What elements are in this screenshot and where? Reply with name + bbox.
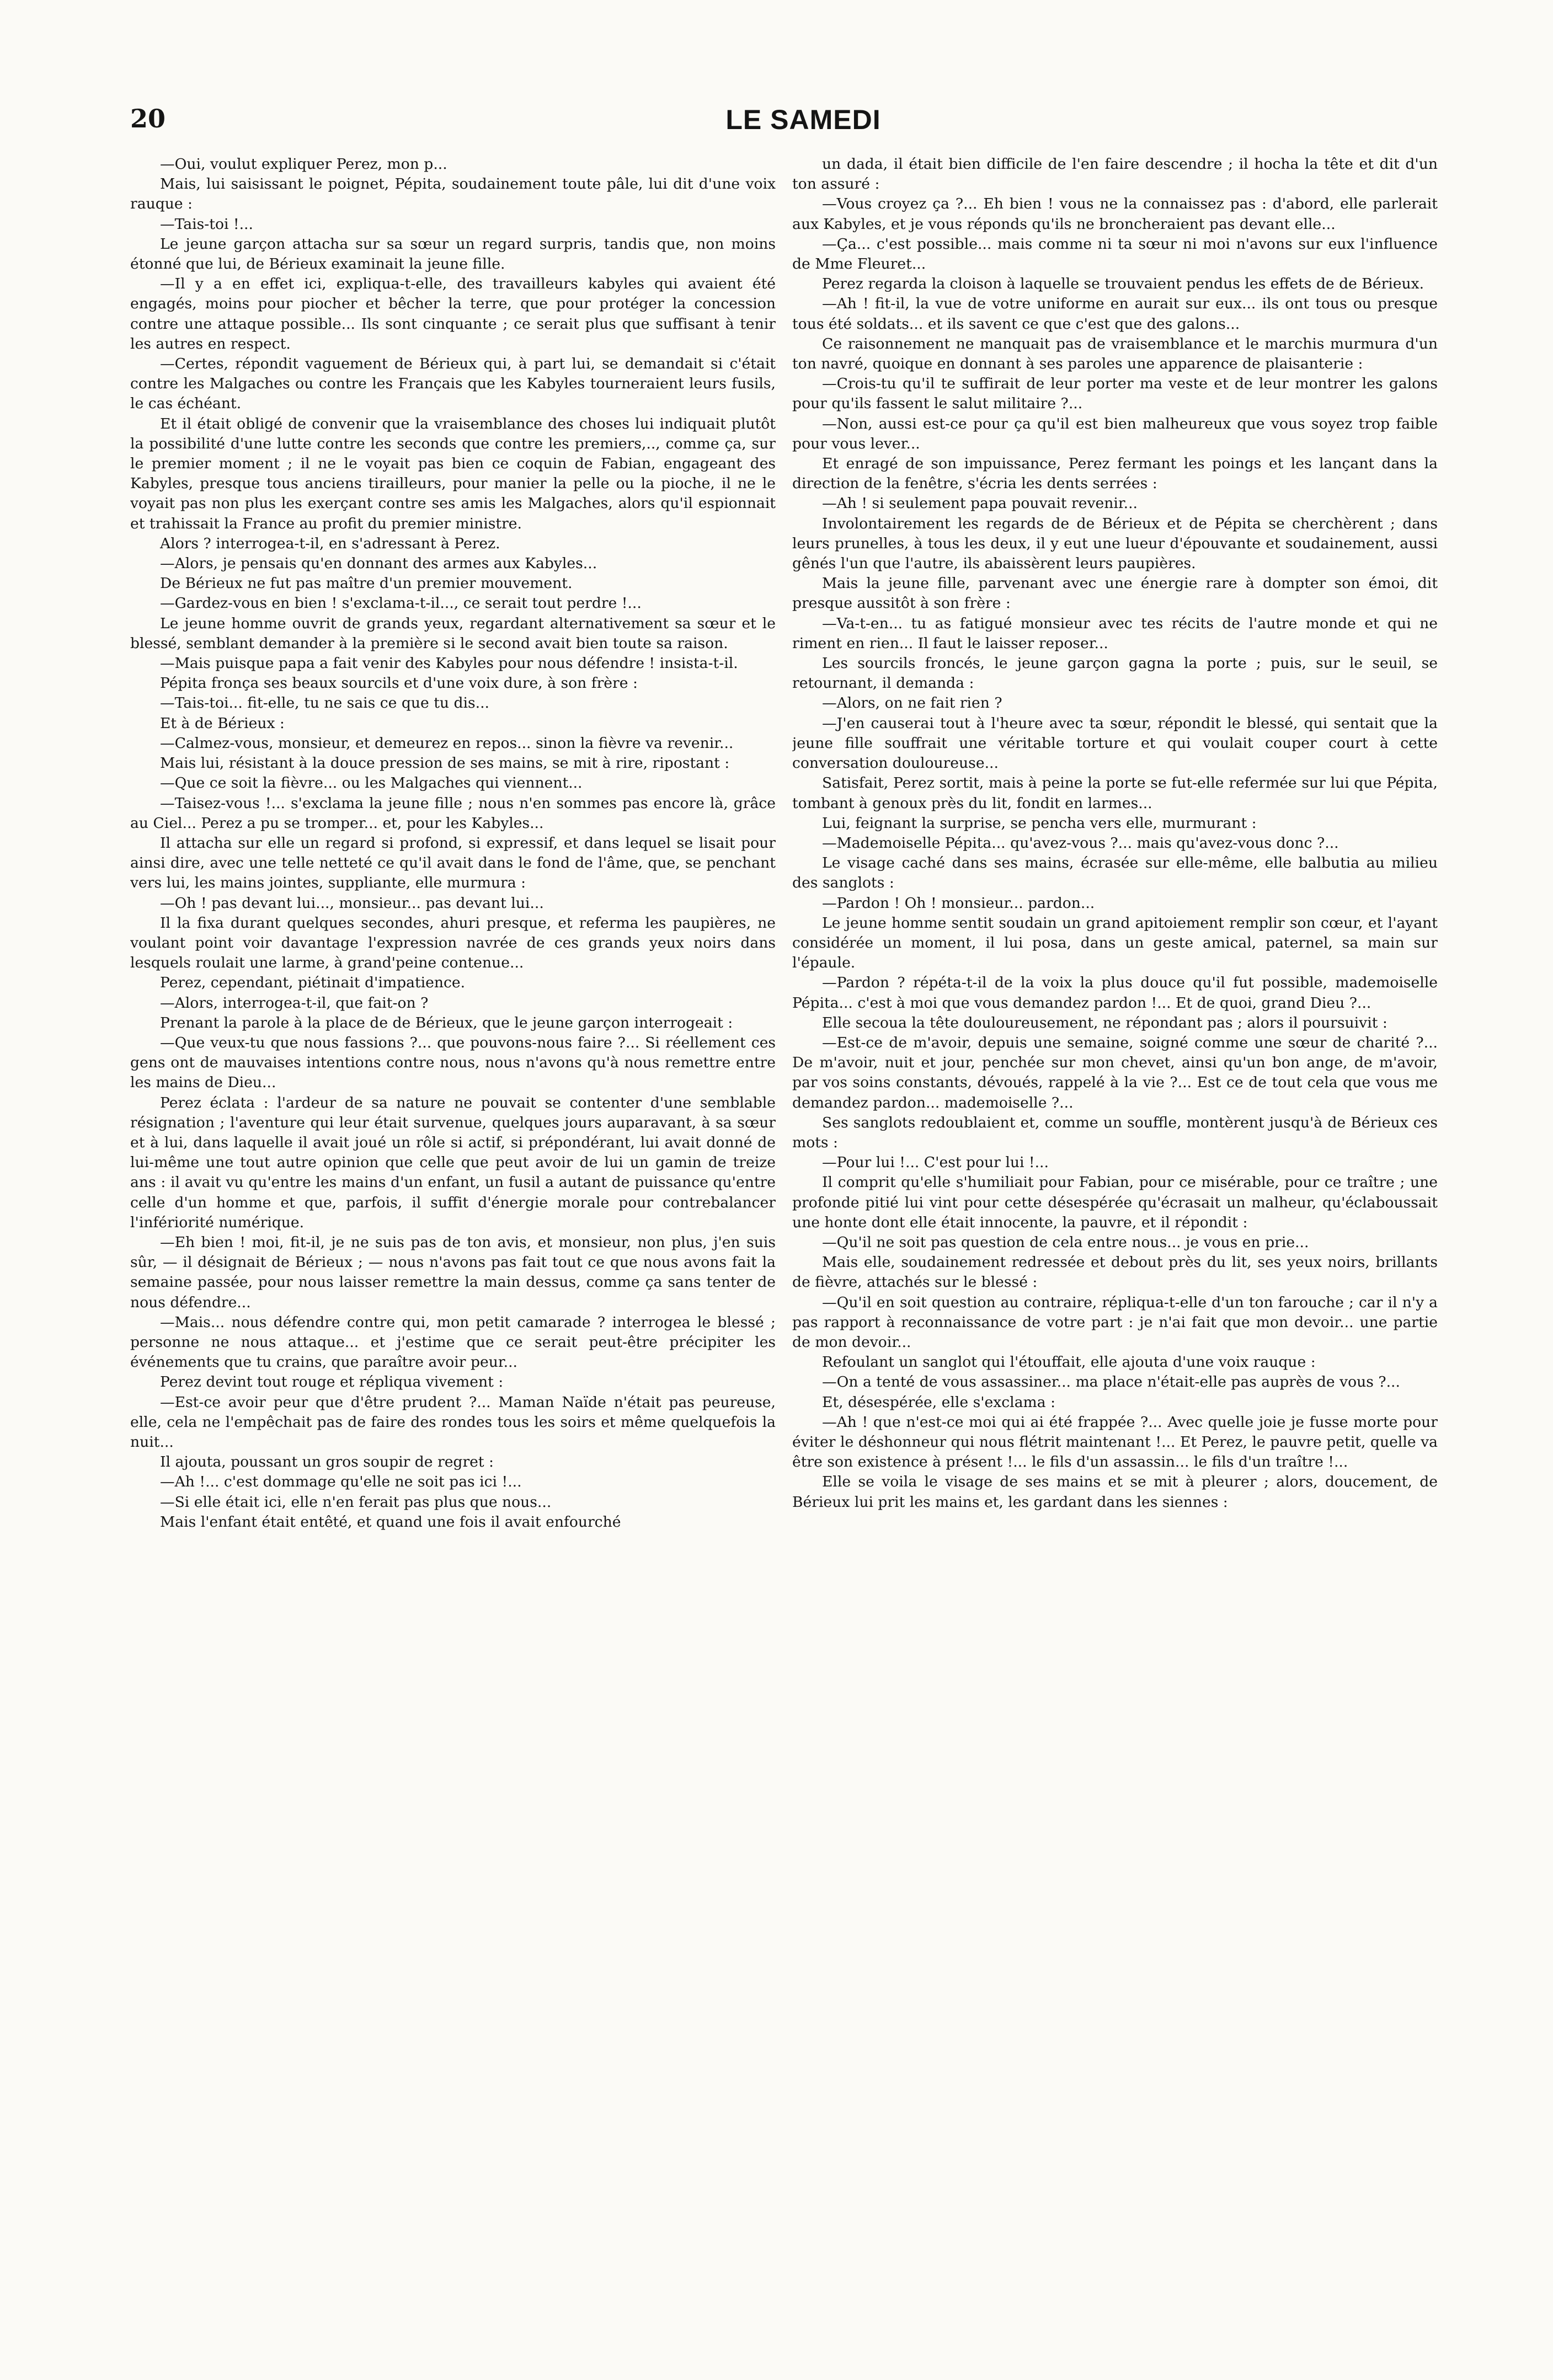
paragraph: Et à de Bérieux : — [160, 714, 285, 732]
paragraph: Elle secoua la tête douloureusement, ne répondant pas ; alors il poursuivit : — [822, 1014, 1387, 1031]
paragraph: Perez éclata : l'ardeur de sa nature ne pouvait se contenter d'une semblable résignation ; l'aventure qui leur était survenue, quelques jours auparavant, à sa sœur et à lui, dans laquelle il avait joué un rôle si actif, si prépondérant, lui avait donné de lui-même une tout autre opinion que celle que peut avoir de lui un gamin de treize ans : il avait vu qu'entre les mains d'un enfant, un fusil a autant de puissance qu'entre celle d'un homme et que, parfois, il suffit d'énergie morale pour contrebalancer l'infériorité numérique. — [130, 1094, 776, 1231]
paragraph: —Alors, je pensais qu'en donnant des armes aux Kabyles... — [160, 555, 597, 573]
paragraph: Mais lui, résistant à la douce pression de ses mains, se mit à rire, ripostant : — [160, 755, 730, 772]
paragraph: Ses sanglots redoublaient et, comme un souffle, montèrent jusqu'à de Bérieux ces mots : — [792, 1114, 1438, 1151]
paragraph: Mais, lui saisissant le poignet, Pépita, soudainement toute pâle, lui dit d'une voix rauque : — [130, 175, 776, 213]
paragraph: —Pour lui !... C'est pour lui !... — [822, 1154, 1049, 1172]
paragraph: —Ah ! que n'est-ce moi qui ai été frappée ?... Avec quelle joie je fusse morte pour éviter le déshonneur qui nous flétrit maintenant !... Et Perez, le pauvre petit, quelle va être son existence à présent !... le fils d'un assassin... le fils d'un traître !... — [792, 1413, 1438, 1471]
paragraph: —Pardon ? répéta-t-il de la voix la plus douce qu'il fut possible, mademoiselle Pépita... c'est à moi que vous demandez pardon !... Et de quoi, grand Dieu ?... — [792, 974, 1438, 1012]
paragraph: Perez, cependant, piétinait d'impatience. — [160, 974, 466, 992]
paragraph: Mais elle, soudainement redressée et debout près du lit, ses yeux noirs, brillants de fièvre, attachés sur le blessé : — [792, 1254, 1438, 1291]
paragraph: Il attacha sur elle un regard si profond, si expressif, et dans lequel se lisait pour ainsi dire, avec une telle netteté ce qu'il avait dans le fond de l'âme, que, se penchant vers lui, les mains jointes, suppliante, elle murmura : — [130, 834, 776, 892]
paragraph: Et enragé de son impuissance, Perez fermant les poings et les lançant dans la direction de la fenêtre, s'écria les dents serrées : — [792, 455, 1438, 493]
paragraph: —Si elle était ici, elle n'en ferait pas plus que nous... — [160, 1493, 552, 1511]
paragraph: Mais l'enfant était entêté, et quand une fois il avait enfourché — [160, 1513, 621, 1531]
paragraph: Il ajouta, poussant un gros soupir de regret : — [160, 1453, 494, 1471]
page-number: 20 — [130, 104, 166, 133]
paragraph: Et, désespérée, elle s'exclama : — [822, 1393, 1056, 1411]
paragraph: —Alors, interrogea-t-il, que fait-on ? — [160, 994, 429, 1012]
paragraph: —Que ce soit la fièvre... ou les Malgaches qui viennent... — [160, 774, 583, 792]
paragraph: Le visage caché dans ses mains, écrasée sur elle-même, elle balbutia au milieu des sanglots : — [792, 854, 1438, 892]
paragraph: —Va-t-en... tu as fatigué monsieur avec tes récits de l'autre monde et qui ne riment en rien... Il faut le laisser reposer... — [792, 614, 1438, 652]
paragraph: —Alors, on ne fait rien ? — [822, 694, 1002, 712]
paragraph: —Mais puisque papa a fait venir des Kabyles pour nous défendre ! insista-t-il. — [160, 655, 738, 672]
paragraph: —Oh ! pas devant lui..., monsieur... pas devant lui... — [160, 894, 544, 912]
paragraph: —Mademoiselle Pépita... qu'avez-vous ?... mais qu'avez-vous donc ?... — [822, 834, 1339, 852]
page-header — [130, 104, 1476, 148]
paragraph: —Ça... c'est possible... mais comme ni ta sœur ni moi n'avons sur eux l'influence de Mme Fleuret... — [792, 235, 1438, 273]
paragraph: Le jeune homme sentit soudain un grand apitoiement remplir son cœur, et l'ayant considérée un moment, il lui posa, dans un geste amical, paternel, sa main sur l'épaule. — [792, 914, 1438, 972]
paragraph: —Gardez-vous en bien ! s'exclama-t-il..., ce serait tout perdre !... — [160, 595, 642, 612]
paragraph: Perez regarda la cloison à laquelle se trouvaient pendus les effets de de Bérieux. — [822, 275, 1424, 293]
paragraph: —Tais-toi !... — [160, 215, 253, 233]
paragraph: —Ah ! fit-il, la vue de votre uniforme en aurait sur eux... ils ont tous ou presque tous été soldats... et ils savent ce que c'est que des galons... — [792, 295, 1438, 333]
paragraph: Il la fixa durant quelques secondes, ahuri presque, et referma les paupières, ne voulant point voir davantage l'expression navrée de ces grands yeux noirs dans lesquels roulait une larme, à grand'peine contenue... — [130, 914, 776, 972]
running-title: LE SAMEDI — [725, 104, 881, 135]
paragraph: Lui, feignant la surprise, se pencha vers elle, murmurant : — [822, 814, 1257, 832]
paragraph: Elle se voila le visage de ses mains et se mit à pleurer ; alors, doucement, de Bérieux lui prit les mains et, les gardant dans les siennes : — [792, 1473, 1438, 1511]
left-column — [130, 154, 776, 2344]
paragraph: Le jeune garçon attacha sur sa sœur un regard surpris, tandis que, non moins étonné que lui, de Bérieux examinait la jeune fille. — [130, 235, 776, 273]
paragraph: Le jeune homme ouvrit de grands yeux, regardant alternativement sa sœur et le blessé, semblant demander à la première si le second avait bien toute sa raison. — [130, 614, 776, 652]
paragraph: —Certes, répondit vaguement de Bérieux qui, à part lui, se demandait si c'était contre les Malgaches ou contre les Français que les Kabyles tourneraient leurs fusils, le cas échéant. — [130, 355, 776, 413]
paragraph: —Que veux-tu que nous fassions ?... que pouvons-nous faire ?... Si réellement ces gens ont de mauvaises intentions contre nous, nous n'avons qu'à nous remettre entre les mains de Dieu... — [130, 1034, 776, 1092]
paragraph: —Qu'il en soit question au contraire, répliqua-t-elle d'un ton farouche ; car il n'y a pas rapport à reconnaissance de votre part : je n'ai fait que mon devoir... une partie de mon devoir... — [792, 1293, 1438, 1351]
paragraph: —Tais-toi... fit-elle, tu ne sais ce que tu dis... — [160, 694, 490, 712]
paragraph: —Ah ! si seulement papa pouvait revenir... — [822, 495, 1138, 512]
paragraph: —Oui, voulut expliquer Perez, mon p... — [160, 156, 447, 173]
paragraph: Il comprit qu'elle s'humiliait pour Fabian, pour ce misérable, pour ce traître ; une profonde pitié lui vint pour cette désespérée qu'écrasait un malheur, qu'éclaboussait une honte dont elle était innocente, la pauvre, et il répondit : — [792, 1174, 1438, 1231]
paragraph: —Est-ce de m'avoir, depuis une semaine, soigné comme une sœur de charité ?... De m'avoir, nuit et jour, penchée sur mon chevet, ainsi qu'un bon ange, de m'avoir, par vos soins constants, dévoués, rappelé à la vie ?... Est ce de tout cela que vous me demandez pardon... mademoiselle ?... — [792, 1034, 1438, 1111]
paragraph: —On a tenté de vous assassiner... ma place n'était-elle pas auprès de vous ?... — [822, 1373, 1400, 1391]
paragraph: Prenant la parole à la place de de Bérieux, que le jeune garçon interrogeait : — [160, 1014, 733, 1031]
paragraph: —Mais... nous défendre contre qui, mon petit camarade ? interrogea le blessé ; personne ne nous attaque... et j'estime que ce serait peut-être précipiter les événements que tu crains, que paraître avoir peur... — [130, 1313, 776, 1371]
paragraph: —Vous croyez ça ?... Eh bien ! vous ne la connaissez pas : d'abord, elle parlerait aux Kabyles, et je vous réponds qu'ils ne broncheraient pas devant elle... — [792, 195, 1438, 233]
paragraph: Refoulant un sanglot qui l'étouffait, elle ajouta d'une voix rauque : — [822, 1354, 1316, 1371]
paragraph: —J'en causerai tout à l'heure avec ta sœur, répondit le blessé, qui sentait que la jeune fille souffrait une véritable torture et qui voulait couper court à cette conversation douloureuse... — [792, 714, 1438, 772]
paragraph: —Il y a en effet ici, expliqua-t-elle, des travailleurs kabyles qui avaient été engagés, moins pour piocher et bêcher la terre, que pour protéger la concession contre une attaque possible... Ils sont cinquante ; ce serait plus que suffisant à tenir les autres en respect. — [130, 275, 776, 352]
paragraph: —Pardon ! Oh ! monsieur... pardon... — [822, 894, 1095, 912]
paragraph: —Est-ce avoir peur que d'être prudent ?... Maman Naïde n'était pas peureuse, elle, cela ne l'empêchait pas de faire des rondes tous les soirs et même quelquefois la nuit... — [130, 1393, 776, 1451]
right-column — [792, 154, 1438, 2344]
paragraph: Mais la jeune fille, parvenant avec une énergie rare à dompter son émoi, dit presque aussitôt à son frère : — [792, 575, 1438, 612]
paragraph: Perez devint tout rouge et répliqua vivement : — [160, 1373, 504, 1391]
paragraph: Satisfait, Perez sortit, mais à peine la porte se fut-elle refermée sur lui que Pépita, tombant à genoux près du lit, fondit en larmes... — [792, 774, 1438, 812]
paragraph: un dada, il était bien difficile de l'en faire descendre ; il hocha la tête et dit d'un ton assuré : — [792, 156, 1438, 193]
paragraph: —Eh bien ! moi, fit-il, je ne suis pas de ton avis, et monsieur, non plus, j'en suis sûr, — il désignait de Bérieux ; — nous n'avons pas fait tout ce que nous avons fait la semaine passée, pour nous laisser remettre la main dessus, comme ça sans tenter de nous défendre... — [130, 1233, 776, 1311]
paragraph: —Calmez-vous, monsieur, et demeurez en repos... sinon la fièvre va revenir... — [160, 734, 734, 752]
paragraph: Ce raisonnement ne manquait pas de vraisemblance et le marchis murmura d'un ton navré, quoique en donnant à ses paroles une apparence de plaisanterie : — [792, 335, 1438, 373]
paragraph: Et il était obligé de convenir que la vraisemblance des choses lui indiquait plutôt la possibilité d'une lutte contre les seconds que contre les premiers,.., comme ça, sur le premier moment ; il ne le voyait pas bien ce coquin de Fabian, engageant des Kabyles, presque tous anciens tirailleurs, pour manier la pelle ou la pioche, il ne le voyait pas non plus les exerçant contre ses amis les Malgaches, alors qu'il espionnait et trahissait la France au profit du premier ministre. — [130, 415, 776, 532]
paragraph: —Non, aussi est-ce pour ça qu'il est bien malheureux que vous soyez trop faible pour vous lever... — [792, 415, 1438, 452]
paragraph: Involontairement les regards de de Bérieux et de Pépita se cherchèrent ; dans leurs prunelles, à tous les deux, il y eut une lueur d'épouvante et soudainement, aussi gênés l'un que l'autre, ils abaissèrent leurs paupières. — [792, 515, 1438, 573]
paragraph: —Taisez-vous !... s'exclama la jeune fille ; nous n'en sommes pas encore là, grâce au Ciel... Perez a pu se tromper... et, pour les Kabyles... — [130, 794, 776, 832]
paragraph: De Bérieux ne fut pas maître d'un premier mouvement. — [160, 575, 573, 592]
paragraph: —Qu'il ne soit pas question de cela entre nous... je vous en prie... — [822, 1233, 1309, 1251]
paragraph: Alors ? interrogea-t-il, en s'adressant à Perez. — [160, 534, 500, 552]
paragraph: Pépita fronça ses beaux sourcils et d'une voix dure, à son frère : — [160, 675, 638, 692]
paragraph: —Ah !... c'est dommage qu'elle ne soit pas ici !... — [160, 1473, 522, 1491]
paragraph: —Crois-tu qu'il te suffirait de leur porter ma veste et de leur montrer les galons pour qu'ils fassent le salut militaire ?... — [792, 375, 1438, 413]
paragraph: Les sourcils froncés, le jeune garçon gagna la porte ; puis, sur le seuil, se retournant, il demanda : — [792, 655, 1438, 692]
